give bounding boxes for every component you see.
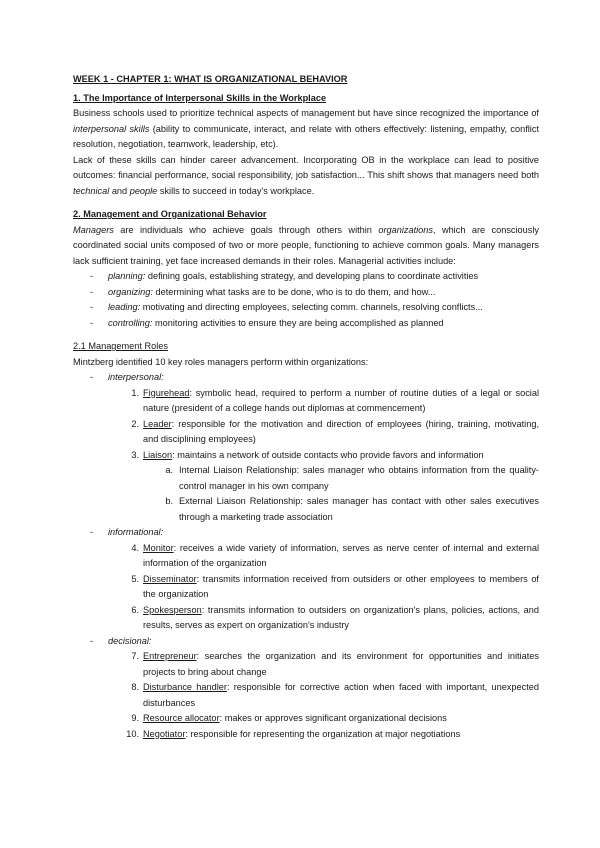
category-decisional: - decisional: 7. Entrepreneur: searches the organization and its environment for opportunities and initiates projects to bring about change 8. Disturbance handler: responsible for corrective action when faced with important, unexpected disturbances 9. Resource allocator: makes or approves significant organizational decisions 10. Negotiator: responsible for representing the organization at major negotiations [73,634,539,743]
section-2-1-heading: 2.1 Management Roles [73,341,168,351]
section-2-heading: 2. Management and Organizational Behavior [73,209,267,219]
section-2-1-intro: Mintzberg identified 10 key roles managers perform within organizations: [73,356,369,367]
section-2-paragraph: Managers are individuals who achieve goals through others within organizations, which are consciously coordinated social units composed of two or more people, functioning to achieve common goals. Many managers lack sufficient training, yet face increased demands in their roles. Managerial activities include: [73,224,539,266]
section-1-paragraph-2: Lack of these skills can hinder career advancement. Incorporating OB in the workplace can lead to positive outcomes: financial performance, social responsibility, job satisfaction... This shift shows that managers need both technical and people skills to succeed in today's workplace. [73,154,539,196]
managerial-activities-list [73,269,539,331]
decisional-roles [73,649,539,742]
list-item: - controlling: monitoring activities to ensure they are being accomplished as planned [73,316,539,332]
document-title: WEEK 1 - CHAPTER 1: WHAT IS ORGANIZATIONAL BEHAVIOR [73,74,348,84]
role-item: 10. Negotiator: responsible for representing the organization at major negotiations [126,728,461,739]
list-item: - planning: defining goals, establishing strategy, and developing plans to coordinate activities [73,269,539,285]
section-1-paragraph-1: Business schools used to prioritize technical aspects of management but have since recognized the importance of interpersonal skills (ability to communicate, interact, and relate with others effectively: listening, empathy, conflict resolution, negotiation, teamwork, leadership, etc). [73,108,539,149]
sub-item: b. External Liaison Relationship: sales manager has contact with other sales executives through a marketing trade association [165,496,539,522]
role-item: 1. Figurehead: symbolic head, required to perform a number of routine duties of a legal or social nature (president of a college hands out diplomas at commencement) [131,387,539,413]
role-item: 6. Spokesperson: transmits information to outsiders on organization's plans, policies, actions, and results, serves as expert on organization's industry [131,604,539,630]
role-item: 2. Leader: responsible for the motivation and direction of employees (hiring, training, motivating, and disciplining employees) [131,418,539,444]
category-interpersonal: - interpersonal: 1. Figurehead: symbolic head, required to perform a number of routine duties of a legal or social nature (president of a college hands out diplomas at commencement) 2. Leader: responsible for the motivation and direction of employees (hiring, training, motivating, and disciplining employees) 3. Liaison: maintains a network of outside contacts who provide favors and information a. Internal Liaison Relationship: sales manager who obtains information from the quality-control manager in his own company b. External Liaison Relationship: sales manager has contact with other sales executives through a marketing trade association [73,370,539,525]
role-item: 4. Monitor: receives a wide variety of information, serves as nerve center of internal and external information of the organization [131,542,539,568]
role-categories-list [73,370,539,742]
list-item: - organizing: determining what tasks are to be done, who is to do them, and how... [73,285,539,301]
role-item: 7. Entrepreneur: searches the organization and its environment for opportunities and initiates projects to bring about change [131,651,539,677]
role-item: 3. Liaison: maintains a network of outside contacts who provide favors and information a. Internal Liaison Relationship: sales manager who obtains information from the quality-control manager in his own company b. External Liaison Relationship: sales manager has contact with other sales executives through a marketing trade association [73,448,539,526]
informational-roles [73,541,539,634]
role-item: 5. Disseminator: transmits information received from outsiders or other employees to members of the organization [131,573,539,599]
role-item: 8. Disturbance handler: responsible for corrective action when faced with important, unexpected disturbances [131,682,539,708]
section-1-heading: 1. The Importance of Interpersonal Skills in the Workplace [73,92,327,103]
role-item: 9. Resource allocator: makes or approves significant organizational decisions [131,713,447,723]
interpersonal-roles [73,386,539,526]
category-informational: - informational: 4. Monitor: receives a wide variety of information, serves as nerve center of internal and external information of the organization 5. Disseminator: transmits information received from outsiders or other employees to members of the organization 6. Spokesperson: transmits information to outsiders on organization's plans, policies, actions, and results, serves as expert on organization's industry [73,525,539,634]
sub-item: a. Internal Liaison Relationship: sales manager who obtains information from the quality-control manager in his own company [165,465,539,491]
liaison-sublist [143,463,539,525]
list-item: - leading: motivating and directing employees, selecting comm. channels, resolving conflicts... [73,300,539,316]
